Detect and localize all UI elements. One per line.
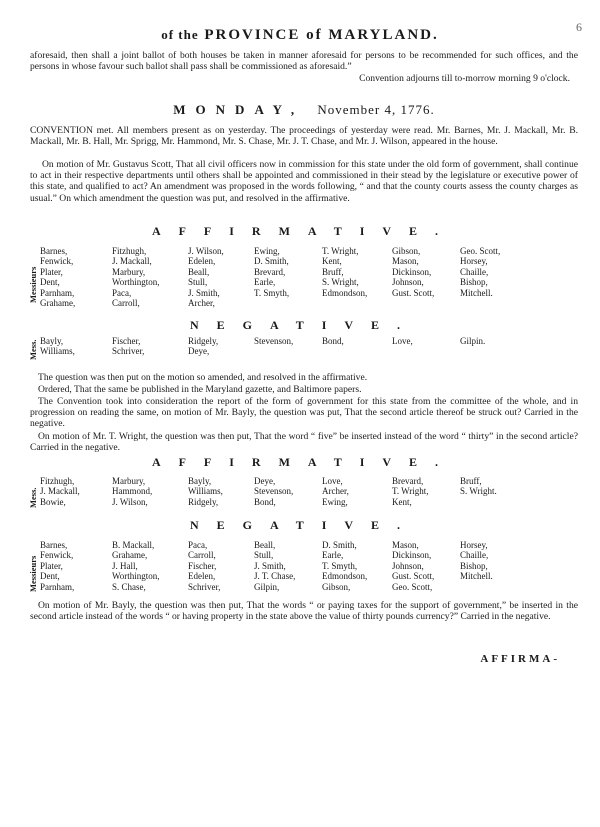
- member-name: Kent,: [322, 256, 342, 267]
- vote3-column: [254, 476, 293, 507]
- vote2-side-label: Mess.: [28, 339, 38, 360]
- member-name: Gibson,: [392, 246, 421, 256]
- member-name: Schriver,: [112, 346, 145, 357]
- page-mark: 6: [576, 20, 582, 34]
- member-name: S. Wright,: [322, 277, 359, 288]
- vote1-column: [392, 246, 434, 298]
- member-name: Kent,: [392, 496, 412, 507]
- member-name: Johnson,: [392, 560, 424, 571]
- vote2-column: [392, 336, 413, 346]
- vote3-names: [40, 476, 580, 510]
- member-name: Fenwick,: [40, 550, 74, 561]
- member-name: Fitzhugh,: [40, 476, 75, 486]
- paragraph-bayly-motion: On motion of Mr. Bayly, the question was then put, That the words “ or paying taxes for the support of government,” be inserted in the second article instead of the words “ or having property in the state above the value of thirty pounds currency?” Carried in the negative.: [30, 600, 578, 623]
- member-name: Horsey,: [460, 256, 488, 267]
- member-name: Earle,: [254, 277, 276, 288]
- member-name: J. Wilson,: [188, 246, 224, 256]
- member-name: Beall,: [188, 266, 210, 277]
- member-name: Mason,: [392, 256, 419, 267]
- date-heading: [30, 102, 578, 118]
- member-name: J. Smith,: [254, 560, 286, 571]
- member-name: B. Mackall,: [112, 540, 155, 550]
- member-name: Dickinson,: [392, 266, 432, 277]
- vote2-column: [460, 336, 485, 346]
- member-name: Bowie,: [40, 496, 66, 507]
- member-name: Fischer,: [188, 560, 217, 571]
- vote4-column: [254, 540, 295, 592]
- member-name: Deye,: [254, 476, 276, 486]
- member-name: S. Wright.: [460, 486, 497, 497]
- vote4-column: [40, 540, 74, 592]
- vote4-column: [460, 540, 493, 582]
- vote4-column: [322, 540, 367, 592]
- vote4-names: [40, 540, 580, 596]
- vote2-heading: NEGATIVE.: [189, 318, 419, 332]
- member-name: Barnes,: [40, 540, 68, 550]
- member-name: Bayly,: [188, 476, 212, 486]
- member-name: Williams,: [188, 486, 223, 497]
- paragraph-wright-motion: On motion of Mr. T. Wright, the question was then put, That the word “ five” be inserted instead of the word “ thirty” in the second article? Carried in the negative.: [30, 431, 578, 454]
- member-name: Bishop,: [460, 277, 488, 288]
- member-name: Grahame,: [112, 550, 148, 561]
- member-name: Chaille,: [460, 266, 489, 277]
- member-name: J. Mackall,: [112, 256, 152, 267]
- member-name: Gust. Scott,: [392, 571, 435, 582]
- date-day: MONDAY,: [173, 102, 305, 117]
- member-name: Edmondson,: [322, 287, 368, 298]
- vote1-column: [322, 246, 367, 298]
- member-name: Plater,: [40, 560, 63, 571]
- member-name: Earle,: [322, 550, 344, 561]
- member-name: Horsey,: [460, 540, 488, 550]
- member-name: Dickinson,: [392, 550, 432, 561]
- vote1-column: [40, 246, 75, 308]
- vote2-names: [40, 336, 580, 358]
- member-name: Johnson,: [392, 277, 424, 288]
- member-name: Worthington,: [112, 571, 160, 582]
- member-name: Geo. Scott,: [460, 246, 501, 256]
- member-name: Parnham,: [40, 287, 75, 298]
- member-name: Bayly,: [40, 336, 64, 346]
- running-header: [0, 27, 600, 44]
- vote1-column: [254, 246, 289, 298]
- member-name: Dent,: [40, 277, 60, 288]
- member-name: Mitchell.: [460, 571, 493, 582]
- vote2-column: [188, 336, 218, 357]
- paragraph-resolved: The question was then put on the motion so amended, and resolved in the affirmative.: [38, 372, 368, 383]
- member-name: Schriver,: [188, 581, 221, 592]
- member-name: J. Mackall,: [40, 486, 80, 497]
- vote1-side-label: Messieurs: [28, 266, 38, 303]
- vote2-column: [254, 336, 293, 346]
- vote3-column: [40, 476, 80, 507]
- paragraph-scott-motion: On motion of Mr. Gustavus Scott, That all civil officers now in commission for this state under the old form of government, shall continue to act in their respective departments until others shall be appointed and commissioned in their stead by the legislature or executive power of this state, and qualified to act? An amendment was proposed in the words following, “ and that the county courts assess the county charges as usual.” On which amendment the question was put, and resolved in the affirmative.: [30, 159, 578, 204]
- member-name: Edelen,: [188, 256, 216, 267]
- vote1-column: [460, 246, 500, 298]
- member-name: Stevenson,: [254, 336, 294, 346]
- member-name: Gust. Scott,: [392, 287, 435, 298]
- member-name: Bruff,: [322, 266, 344, 277]
- member-name: Love,: [322, 476, 343, 486]
- paragraph-convention: CONVENTION met. All members present as on yesterday. The proceedings of yesterday were read. Mr. Barnes, Mr. J. Mackall, Mr. B. Mackall, Mr. B. Hall, Mr. Sprigg, Mr. Hammond, Mr. S. Chase, Mr. J. T. Chase, and Mr. J. Wilson, appeared in the house.: [30, 125, 578, 148]
- header-title: PROVINCE of MARYLAND.: [204, 27, 439, 43]
- member-name: J. Wilson,: [112, 496, 148, 507]
- vote4-side-label: Messieurs: [28, 555, 38, 592]
- member-name: Beall,: [254, 540, 276, 550]
- member-name: Bond,: [322, 336, 344, 346]
- member-name: Ridgely,: [188, 336, 219, 346]
- member-name: Gilpin,: [254, 581, 280, 592]
- vote3-column: [392, 476, 429, 507]
- member-name: Brevard,: [392, 476, 424, 486]
- paragraph-ordered: Ordered, That the same be published in the Maryland gazette, and Baltimore papers.: [38, 384, 362, 395]
- member-name: T. Smyth,: [254, 287, 290, 298]
- vote4-heading: NEGATIVE.: [189, 518, 419, 532]
- member-name: Deye,: [188, 346, 210, 357]
- member-name: Worthington,: [112, 277, 160, 288]
- member-name: Edmondson,: [322, 571, 368, 582]
- member-name: Ewing,: [322, 496, 348, 507]
- member-name: D. Smith,: [254, 256, 289, 267]
- vote4-column: [112, 540, 160, 592]
- vote1-names: [40, 246, 580, 312]
- vote3-side-label: Mess.: [28, 487, 38, 508]
- member-name: J. T. Chase,: [254, 571, 296, 582]
- member-name: Stevenson,: [254, 486, 294, 497]
- adjourn-line: Convention adjourns till to-morrow morning 9 o'clock.: [359, 73, 570, 84]
- member-name: J. Hall,: [112, 560, 138, 571]
- member-name: T. Wright,: [322, 246, 359, 256]
- member-name: Ewing,: [254, 246, 280, 256]
- member-name: Barnes,: [40, 246, 68, 256]
- vote3-column: [112, 476, 152, 507]
- member-name: Stull,: [188, 277, 208, 288]
- paragraph-report: The Convention took into consideration the report of the form of government for this state from the committee of the whole, and in progression on reading the same, on motion of Mr. Bayly, the question was put, That the second article thereof be struck out? Carried in the negative.: [30, 396, 578, 430]
- member-name: Carroll,: [188, 550, 216, 561]
- member-name: Fenwick,: [40, 256, 74, 267]
- member-name: Love,: [392, 336, 413, 346]
- member-name: Carroll,: [112, 298, 140, 309]
- opening-paragraph: aforesaid, then shall a joint ballot of both houses be taken in manner aforesaid for persons to be recommended for such offices, and the persons in whose favour such ballot shall pass shall be commissioned as aforesaid.”: [30, 50, 578, 73]
- member-name: T. Smyth,: [322, 560, 358, 571]
- vote3-column: [460, 476, 497, 497]
- vote1-column: [112, 246, 160, 308]
- vote1-column: [188, 246, 224, 308]
- member-name: S. Chase,: [112, 581, 146, 592]
- member-name: Dent,: [40, 571, 60, 582]
- member-name: J. Smith,: [188, 287, 220, 298]
- member-name: Plater,: [40, 266, 63, 277]
- member-name: Bishop,: [460, 560, 488, 571]
- vote2-column: [322, 336, 344, 346]
- header-prefix: of the: [161, 27, 199, 42]
- member-name: Grahame,: [40, 298, 76, 309]
- member-name: Mitchell.: [460, 287, 493, 298]
- member-name: Geo. Scott,: [392, 581, 433, 592]
- vote2-column: [112, 336, 144, 357]
- vote3-column: [188, 476, 223, 507]
- member-name: Fitzhugh,: [112, 246, 147, 256]
- member-name: Chaille,: [460, 550, 489, 561]
- member-name: Edelen,: [188, 571, 216, 582]
- member-name: Gilpin.: [460, 336, 486, 346]
- member-name: Marbury,: [112, 476, 146, 486]
- vote3-column: [322, 476, 349, 507]
- member-name: T. Wright,: [392, 486, 429, 497]
- member-name: Bruff,: [460, 476, 482, 486]
- vote4-column: [392, 540, 434, 592]
- catchword: AFFIRMA-: [480, 653, 560, 665]
- member-name: Stull,: [254, 550, 274, 561]
- vote2-column: [40, 336, 75, 357]
- member-name: Paca,: [188, 540, 208, 550]
- member-name: Gibson,: [322, 581, 351, 592]
- member-name: Archer,: [188, 298, 215, 309]
- member-name: Mason,: [392, 540, 419, 550]
- member-name: Ridgely,: [188, 496, 219, 507]
- member-name: Marbury,: [112, 266, 146, 277]
- member-name: Fischer,: [112, 336, 141, 346]
- member-name: Brevard,: [254, 266, 286, 277]
- member-name: Archer,: [322, 486, 349, 497]
- vote1-heading: AFFIRMATIVE.: [151, 224, 457, 238]
- member-name: D. Smith,: [322, 540, 357, 550]
- date-rest: November 4, 1776.: [317, 102, 435, 117]
- vote3-heading: AFFIRMATIVE.: [151, 455, 457, 469]
- member-name: Parnham,: [40, 581, 75, 592]
- member-name: Williams,: [40, 346, 75, 357]
- member-name: Hammond,: [112, 486, 153, 497]
- vote4-column: [188, 540, 220, 592]
- member-name: Bond,: [254, 496, 276, 507]
- member-name: Paca,: [112, 287, 132, 298]
